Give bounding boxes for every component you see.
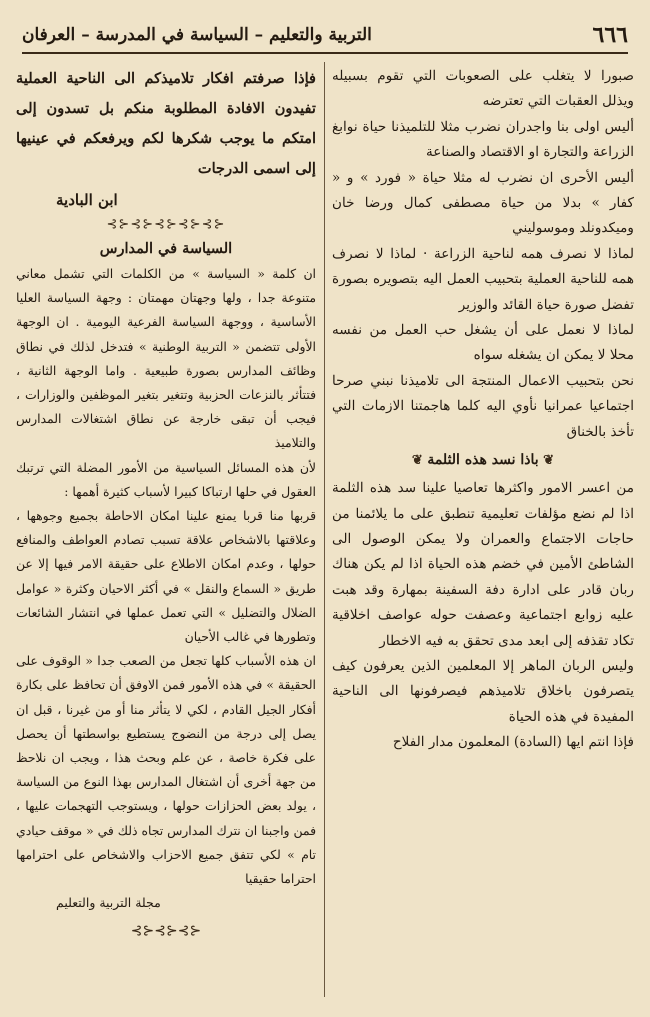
source-citation: مجلة التربية والتعليم — [56, 895, 161, 911]
paragraph: نحن بتحبيب الاعمال المنتجة الى تلاميذنا نبني صرحا اجتماعيا عمرانيا نأوي اليه كلما هاجمتنا الازمات التي تأخذ بالخناق — [332, 372, 634, 440]
paragraph: قربها منا قربا يمنع علينا امكان الاحاطة بجميع وجوهها ، وعلاقتها بالاشخاص علاقة تسبب تصادم العواطف والمنافع حولها ، وعدم امكان الاطلاع على حقيقة الامر فيها إلا عن طريق « السماع والنقل » في أكثر الاحيان وكثرة « عوامل الضلال والتضليل » التي تعمل عملها في انتشار الشائعات وتطورها في غالب الأحيان — [16, 508, 316, 645]
paragraph: أليس اولى بنا واجدران نضرب مثلا للتلميذنا حياة نوابغ الزراعة والتجارة او الاقتصاد والصناعة — [332, 118, 634, 161]
author-signature: ابن البادية — [56, 191, 118, 209]
paragraph: ان هذه الأسباب كلها تجعل من الصعب جدا « الوقوف على الحقيقة » في هذه الأمور فمن الاوفق أن تحافظ على بكارة أفكار الجيل القادم ، لكي لا يتأثر منا أو من غيرنا ، قبل ان يصل إلى درجة من النضوج يستطيع بواسطتها أن يحصل على فكرة خاصة ، عن علم وبحث هذا ، ويجب ان نلاحظ من جهة أخرى أن اشتغال المدارس بهذا النوع من السياسة ، يولد بعض الحزازات حولها ، ويستوجب التهجمات عليها ، فمن واجبنا ان نترك المدارس تجاه ذلك في « موقف حيادي تام » لكي تتفق جميع الاحزاب والاشخاص على احترامها احتراما حقيقيا — [16, 653, 316, 887]
paragraph: وليس الربان الماهر إلا المعلمين الذين يعرفون كيف يتصرفون باخلاق تلاميذهم فيصرفونها الى الناحية المفيدة في هذه الحياة — [332, 657, 634, 725]
paragraph: لماذا لا نعمل على أن يشغل حب العمل من نفسه محلا لا يمكن ان يشغله سواه — [332, 322, 634, 364]
section-title: السياسة في المدارس — [99, 240, 233, 257]
ornament-icon: ❦ — [538, 453, 555, 469]
left-column — [16, 64, 316, 945]
intro-paragraph: فإذا صرفتم افكار تلاميذكم الى الناحية العملية تفيدون الافادة المطلوبة منكم بل تسدون إلى امتكم ما يوجب شكرها لكم ويرفعكم في عينيها إلى اسمى الدرجات — [16, 70, 316, 177]
subheading-text: باذا نسد هذه الثلمة — [427, 452, 539, 469]
running-title: التربية والتعليم – السياسة في المدرسة – العرفان — [22, 25, 372, 45]
paragraph: من اعسر الامور واكثرها تعاصيا علينا سد هذه الثلمة اذا لم نضع مؤلفات تعليمية تنطبق على ما يلائمنا من حاجات الاجتماع والعمران ولا يمكن الوصول الى الشاطئ الأمين في خضم هذه الحياة اذا لم يكن هناك ربان قادر على ادارة دفة السفينة بمهارة وقد هبت عليه زوابع اجتماعية وعصفت حوله عواصف اخلاقية تكاد تقذفه إلى ابعد مدى تحقق به فيه الاخطار — [332, 480, 634, 649]
end-ornament: ⊰⊱⊰⊱⊰⊱ — [130, 923, 202, 940]
ornament-icon: ❦ — [411, 453, 428, 469]
paragraph: لماذا لا نصرف همه لناحية الزراعة · لماذا لا نصرف همه للناحية العملية بتحبيب العمل اليه بتصويره بصورة تفضل صورة حياة القائد والوزير — [332, 245, 634, 313]
ornament-divider: ⊰⊱⊰⊱⊰⊱⊰⊱⊰⊱ — [106, 217, 226, 232]
right-column — [332, 64, 634, 756]
paragraph: لأن هذه المسائل السياسية من الأمور المضلة التي ترتبك العقول في حلها ارتباكا كبيرا لأسباب كثيرة أهمها : — [16, 459, 316, 499]
column-divider — [324, 62, 325, 997]
paragraph: فإذا انتم ايها (السادة) المعلمون مدار الفلاح — [392, 734, 634, 751]
paragraph: ان كلمة « السياسة » من الكلمات التي تشمل معاني متنوعة جدا ، ولها وجهتان مهمتان : وجهة السياسة العليا الأساسية ، ووجهة السياسة الفرعية اليومية . ان الوجهة الأولى تتضمن « التربية الوطنية » فتدخل لذلك في نطاق وظائف المدارس بصورة طبيعية . واما الوجهة الثانية ، فتتأثر بالنزعات الحزبية وتتغير بتغير الموظفين والوزارات ، فيجب أن تبقى خارجة عن نطاق اشتغالات المدارس والتلاميذ — [16, 266, 316, 451]
paragraph: أليس الأحرى ان نضرب له مثلا حياة « فورد » و « كفار » بدلا من حياة مصطفى كمال ورضا خان وميكدونلد وموسوليني — [332, 169, 634, 237]
paragraph: صبورا لا يتغلب على الصعوبات التي تقوم بسبيله ويذلل العقبات التي تعترضه — [332, 68, 634, 110]
page-number: ٦٦٦ — [592, 22, 628, 48]
subheading — [332, 447, 634, 474]
page-header — [22, 18, 628, 54]
